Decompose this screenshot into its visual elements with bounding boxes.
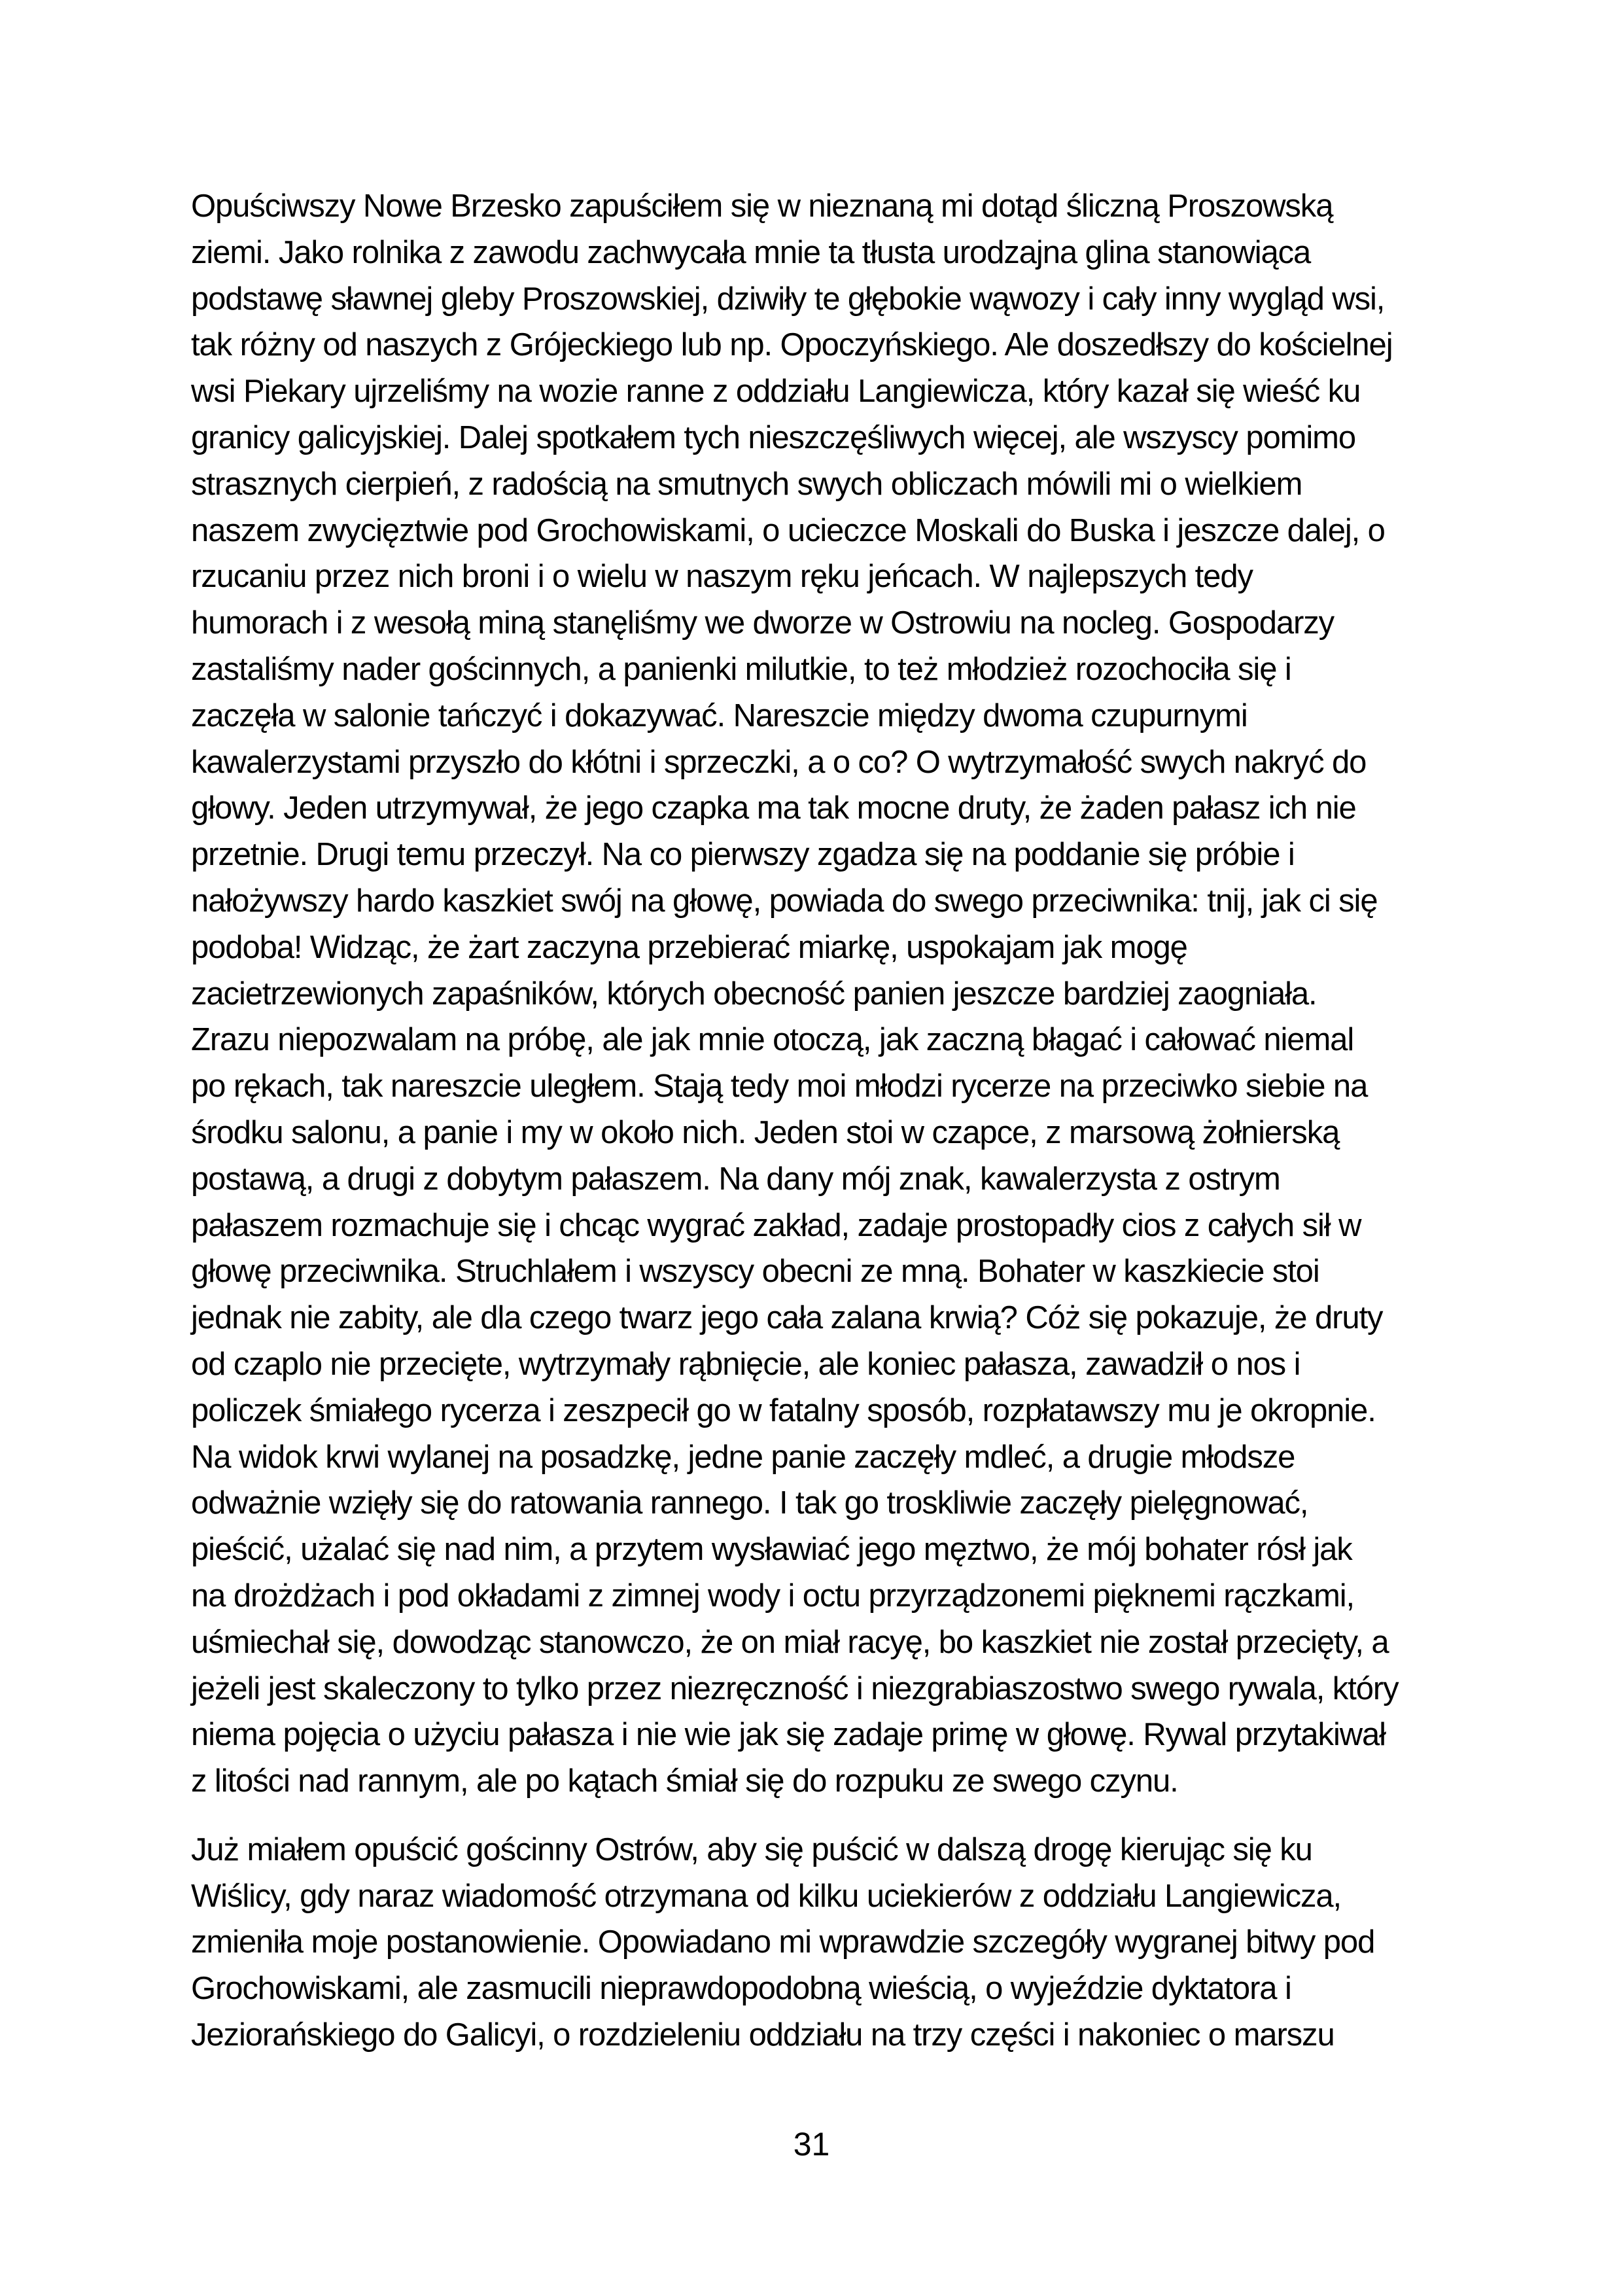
text-line: Na widok krwi wylanej na posadzkę, jedne panie zaczęły mdleć, a drugie młodsze (191, 1439, 1295, 1475)
text-line: podstawę sławnej gleby Proszowskiej, dziwiły te głębokie wąwozy i cały inny wygląd wsi, (191, 281, 1385, 317)
text-line: odważnie wzięły się do ratowania rannego. I tak go troskliwie zaczęły pielęgnować, (191, 1485, 1308, 1521)
text-line: zmieniła moje postanowienie. Opowiadano mi wprawdzie szczegóły wygranej bitwy pod (191, 1924, 1375, 1960)
text-block (191, 183, 1440, 2058)
text-line: na drożdżach i pod okładami z zimnej wody i octu przyrządzonemi pięknemi rączkami, (191, 1578, 1355, 1614)
text-line: od czaplo nie przecięte, wytrzymały rąbnięcie, ale koniec pałasza, zawadził o nos i (191, 1346, 1300, 1382)
text-line: niema pojęcia o użyciu pałasza i nie wie jak się zadaje primę w głowę. Rywal przytakiwał (191, 1717, 1386, 1753)
text-line: Już miałem opuścić gościnny Ostrów, aby się puścić w dalszą drogę kierując się ku (191, 1831, 1312, 1867)
text-line: jednak nie zabity, ale dla czego twarz jego cała zalana krwią? Cóż się pokazuje, że druty (191, 1300, 1383, 1336)
text-line: uśmiechał się, dowodząc stanowczo, że on miał racyę, bo kaszkiet nie został przecięty, a (191, 1624, 1389, 1660)
paragraph-2 (191, 1827, 1440, 2058)
text-line: głowę przeciwnika. Struchlałem i wszyscy obecni ze mną. Bohater w kaszkiecie stoi (191, 1254, 1319, 1290)
text-line: podoba! Widząc, że żart zaczyna przebierać miarkę, uspokajam jak mogę (191, 929, 1187, 965)
text-line: pałaszem rozmachuje się i chcąc wygrać zakład, zadaje prostopadły cios z całych sił w (191, 1207, 1361, 1243)
text-line: po rękach, tak nareszcie uległem. Stają tedy moi młodzi rycerze na przeciwko siebie na (191, 1069, 1368, 1104)
text-line: postawą, a drugi z dobytym pałaszem. Na dany mój znak, kawalerzysta z ostrym (191, 1161, 1280, 1197)
page-number: 31 (793, 2126, 830, 2163)
text-line: głowy. Jeden utrzymywał, że jego czapka ma tak mocne druty, że żaden pałasz ich nie (191, 790, 1356, 826)
text-line: rzucaniu przez nich broni i o wielu w naszym ręku jeńcach. W najlepszych tedy (191, 559, 1253, 595)
text-line: policzek śmiałego rycerza i zeszpecił go w fatalny sposób, rozpłatawszy mu je okropnie. (191, 1392, 1376, 1428)
text-line: środku salonu, a panie i my w około nich. Jeden stoi w czapce, z marsową żołnierską (191, 1114, 1340, 1150)
text-line: humorach i z wesołą miną stanęliśmy we dworze w Ostrowiu na nocleg. Gospodarzy (191, 605, 1335, 641)
text-line: Zrazu niepozwalam na próbę, ale jak mnie otoczą, jak zaczną błagać i całować niemal (191, 1022, 1354, 1058)
text-line: naszem zwycięztwie pod Grochowiskami, o ucieczce Moskali do Buska i jeszcze dalej, o (191, 512, 1385, 548)
text-line: jeżeli jest skaleczony to tylko przez niezręczność i niezgrabiaszostwo swego rywala, który (191, 1670, 1399, 1706)
text-line: zacietrzewionych zapaśników, których obecność panien jeszcze bardziej zaogniała. (191, 976, 1317, 1012)
text-line: tak różny od naszych z Grójeckiego lub np. Opoczyńskiego. Ale doszedłszy do kościelnej (191, 327, 1393, 363)
text-line: Grochowiskami, ale zasmucili nieprawdopodobną wieścią, o wyjeździe dyktatora i (191, 1971, 1291, 2007)
text-line: przetnie. Drugi temu przeczył. Na co pierwszy zgadza się na poddanie się próbie i (191, 837, 1295, 873)
text-line: Opuściwszy Nowe Brzesko zapuściłem się w nieznaną mi dotąd śliczną Proszowską (191, 188, 1333, 224)
text-line: pieścić, użalać się nad nim, a przytem wysławiać jego męztwo, że mój bohater rósł jak (191, 1532, 1352, 1568)
text-line: nałożywszy hardo kaszkiet swój na głowę, powiada do swego przeciwnika: tnij, jak ci się (191, 883, 1378, 919)
text-line: zaczęła w salonie tańczyć i dokazywać. Nareszcie między dwoma czupurnymi (191, 698, 1248, 733)
text-line: z litości nad rannym, ale po kątach śmiał się do rozpuku ze swego czynu. (191, 1763, 1178, 1799)
text-line: granicy galicyjskiej. Dalej spotkałem tych nieszczęśliwych więcej, ale wszyscy pomimo (191, 419, 1356, 455)
text-line: strasznych cierpień, z radością na smutnych swych obliczach mówili mi o wielkiem (191, 466, 1302, 502)
text-line: kawalerzystami przyszło do kłótni i sprzeczki, a o co? O wytrzymałość swych nakryć do (191, 744, 1367, 780)
page-footer (0, 2121, 1623, 2168)
text-line: wsi Piekary ujrzeliśmy na wozie ranne z oddziału Langiewicza, który kazał się wieść ku (191, 374, 1361, 410)
text-line: Jeziorańskiego do Galicyi, o rozdzieleniu oddziału na trzy części i nakoniec o marszu (191, 2017, 1335, 2053)
paragraph-1 (191, 183, 1440, 1805)
text-line: ziemi. Jako rolnika z zawodu zachwycała mnie ta tłusta urodzajna glina stanowiąca (191, 234, 1311, 270)
text-line: Wiślicy, gdy naraz wiadomość otrzymana od kilku uciekierów z oddziału Langiewicza, (191, 1878, 1342, 1914)
text-line: zastaliśmy nader gościnnych, a panienki milutkie, to też młodzież rozochociła się i (191, 651, 1291, 687)
